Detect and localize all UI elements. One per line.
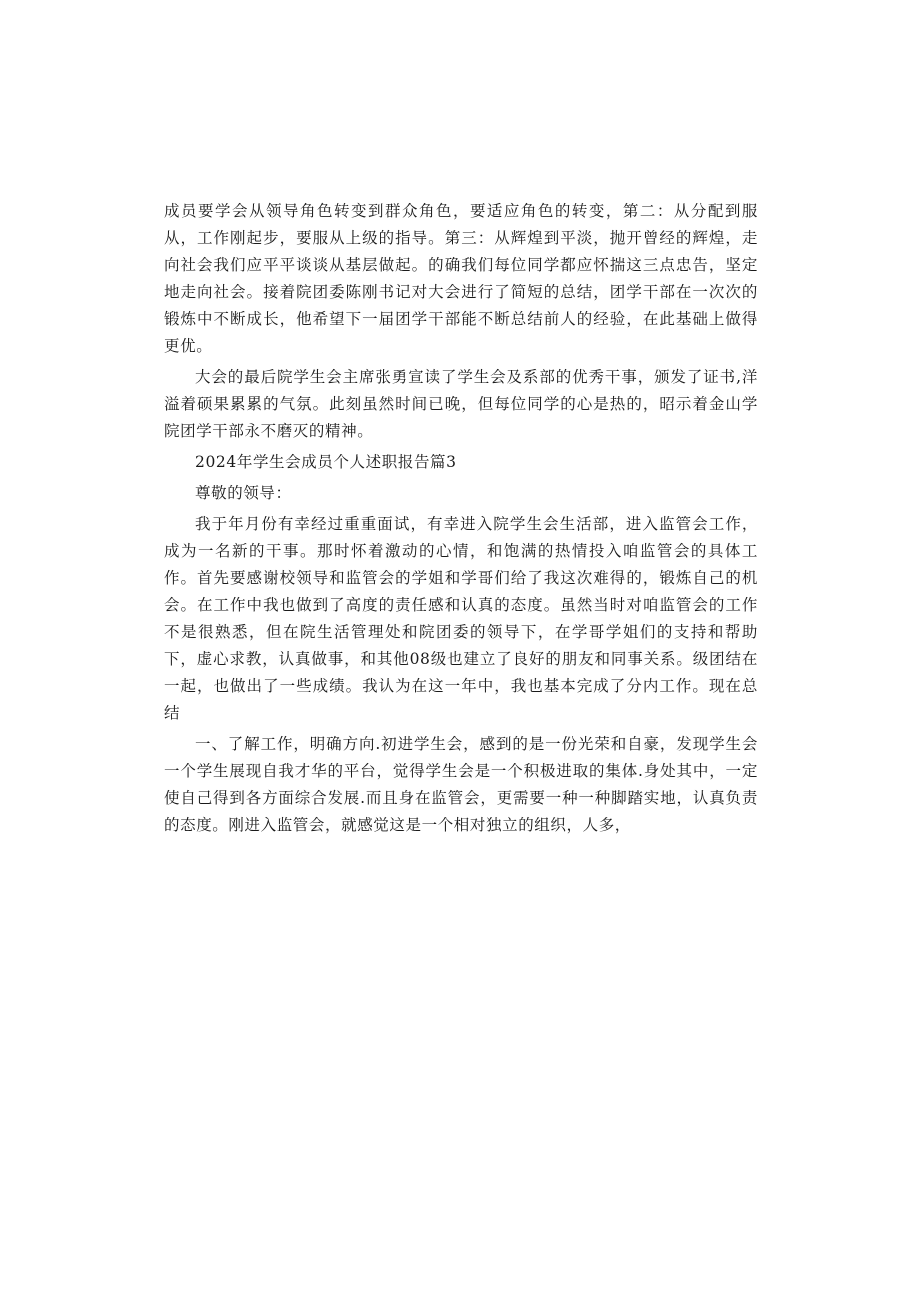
salutation: 尊敬的领导： — [195, 484, 292, 502]
document-body — [164, 198, 758, 839]
paragraph-continuation: 成员要学会从领导角色转变到群众角色，要适应角色的转变，第二：从分配到服从，工作刚起步，要服从上级的指导。第三：从辉煌到平淡，抛开曾经的辉煌，走向社会我们应平平谈谈从基层做起。的确我们每位同学都应怀揣这三点忠告，坚定地走向社会。接着院团委陈刚书记对大会进行了简短的总结，团学干部在一次次的锻炼中不断成长，他希望下一届团学干部能不断总结前人的经验，在此基础上做得更优。 — [164, 202, 758, 355]
paragraph-closing: 大会的最后院学生会主席张勇宣读了学生会及系部的优秀干事，颁发了证书,洋溢着硕果累累的气氛。此刻虽然时间已晚，但每位同学的心是热的，昭示着金山学院团学干部永不磨灭的精神。 — [164, 368, 758, 440]
section-heading: 2024年学生会成员个人述职报告篇3 — [195, 453, 457, 471]
paragraph-intro: 我于年月份有幸经过重重面试，有幸进入院学生会生活部，进入监管会工作，成为一名新的干事。那时怀着激动的心情，和饱满的热情投入咱监管会的具体工作。首先要感谢校领导和监管会的学姐和学哥们给了我这次难得的，锻炼自己的机会。在工作中我也做到了高度的责任感和认真的态度。虽然当时对咱监管会的工作不是很熟悉，但在院生活管理处和院团委的领导下，在学哥学姐们的支持和帮助下，虚心求教，认真做事，和其他08级也建立了良好的朋友和同事关系。级团结在一起，也做出了一些成绩。我认为在这一年中，我也基本完成了分内工作。现在总结 — [164, 515, 758, 722]
paragraph-point-one: 一、了解工作，明确方向.初进学生会，感到的是一份光荣和自豪，发现学生会一个学生展现自我才华的平台，觉得学生会是一个积极进取的集体.身处其中，一定使自己得到各方面综合发展.而且身在监管会，更需要一种一种脚踏实地，认真负责的态度。刚进入监管会，就感觉这是一个相对独立的组织，人多， — [164, 735, 758, 834]
